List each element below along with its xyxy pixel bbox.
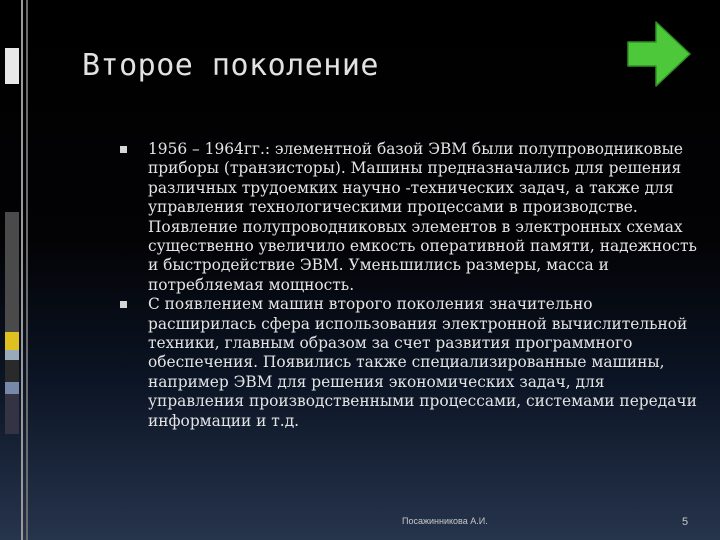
rail-block (5, 350, 19, 360)
bullet-square-icon (120, 146, 127, 153)
green-arrow-right-icon[interactable] (622, 18, 694, 90)
page-number: 5 (682, 516, 689, 528)
rail-block (5, 212, 19, 332)
footer-author: Посажинникова А.И. (402, 516, 488, 526)
left-decorative-rail (0, 0, 32, 540)
rail-block (5, 394, 19, 434)
bullet-square-icon (120, 301, 127, 308)
slide-title: Второе поколение (82, 48, 379, 83)
bullet-list (118, 140, 698, 431)
rail-line (21, 0, 23, 540)
rail-block (5, 48, 19, 84)
list-item (118, 140, 698, 295)
rail-block (5, 360, 19, 382)
list-item (118, 295, 698, 431)
rail-line (26, 0, 28, 540)
bullet-text: 1956 – 1964гг.: элементной базой ЭВМ были полупроводниковые приборы (транзисторы). Машины предназначались для решения различных трудоемких научно -технических задач, а также для управления технологическими процессами в производстве. Появление полупроводниковых элементов в электронных схемах существенно увеличило емкость оперативной памяти, надежность и быстродействие ЭВМ. Уменьшились размеры, масса и потребляемая мощность. (148, 140, 697, 294)
rail-block (5, 382, 19, 394)
bullet-text: С появлением машин второго поколения значительно расширилась сфера использования электронной вычислительной техники, главным образом за счет развития программного обеспечения. Появились также специализированные машины, например ЭВМ для решения экономических задач, для управления производственными процессами, системами передачи информации и т.д. (148, 295, 697, 430)
rail-block (5, 332, 19, 350)
